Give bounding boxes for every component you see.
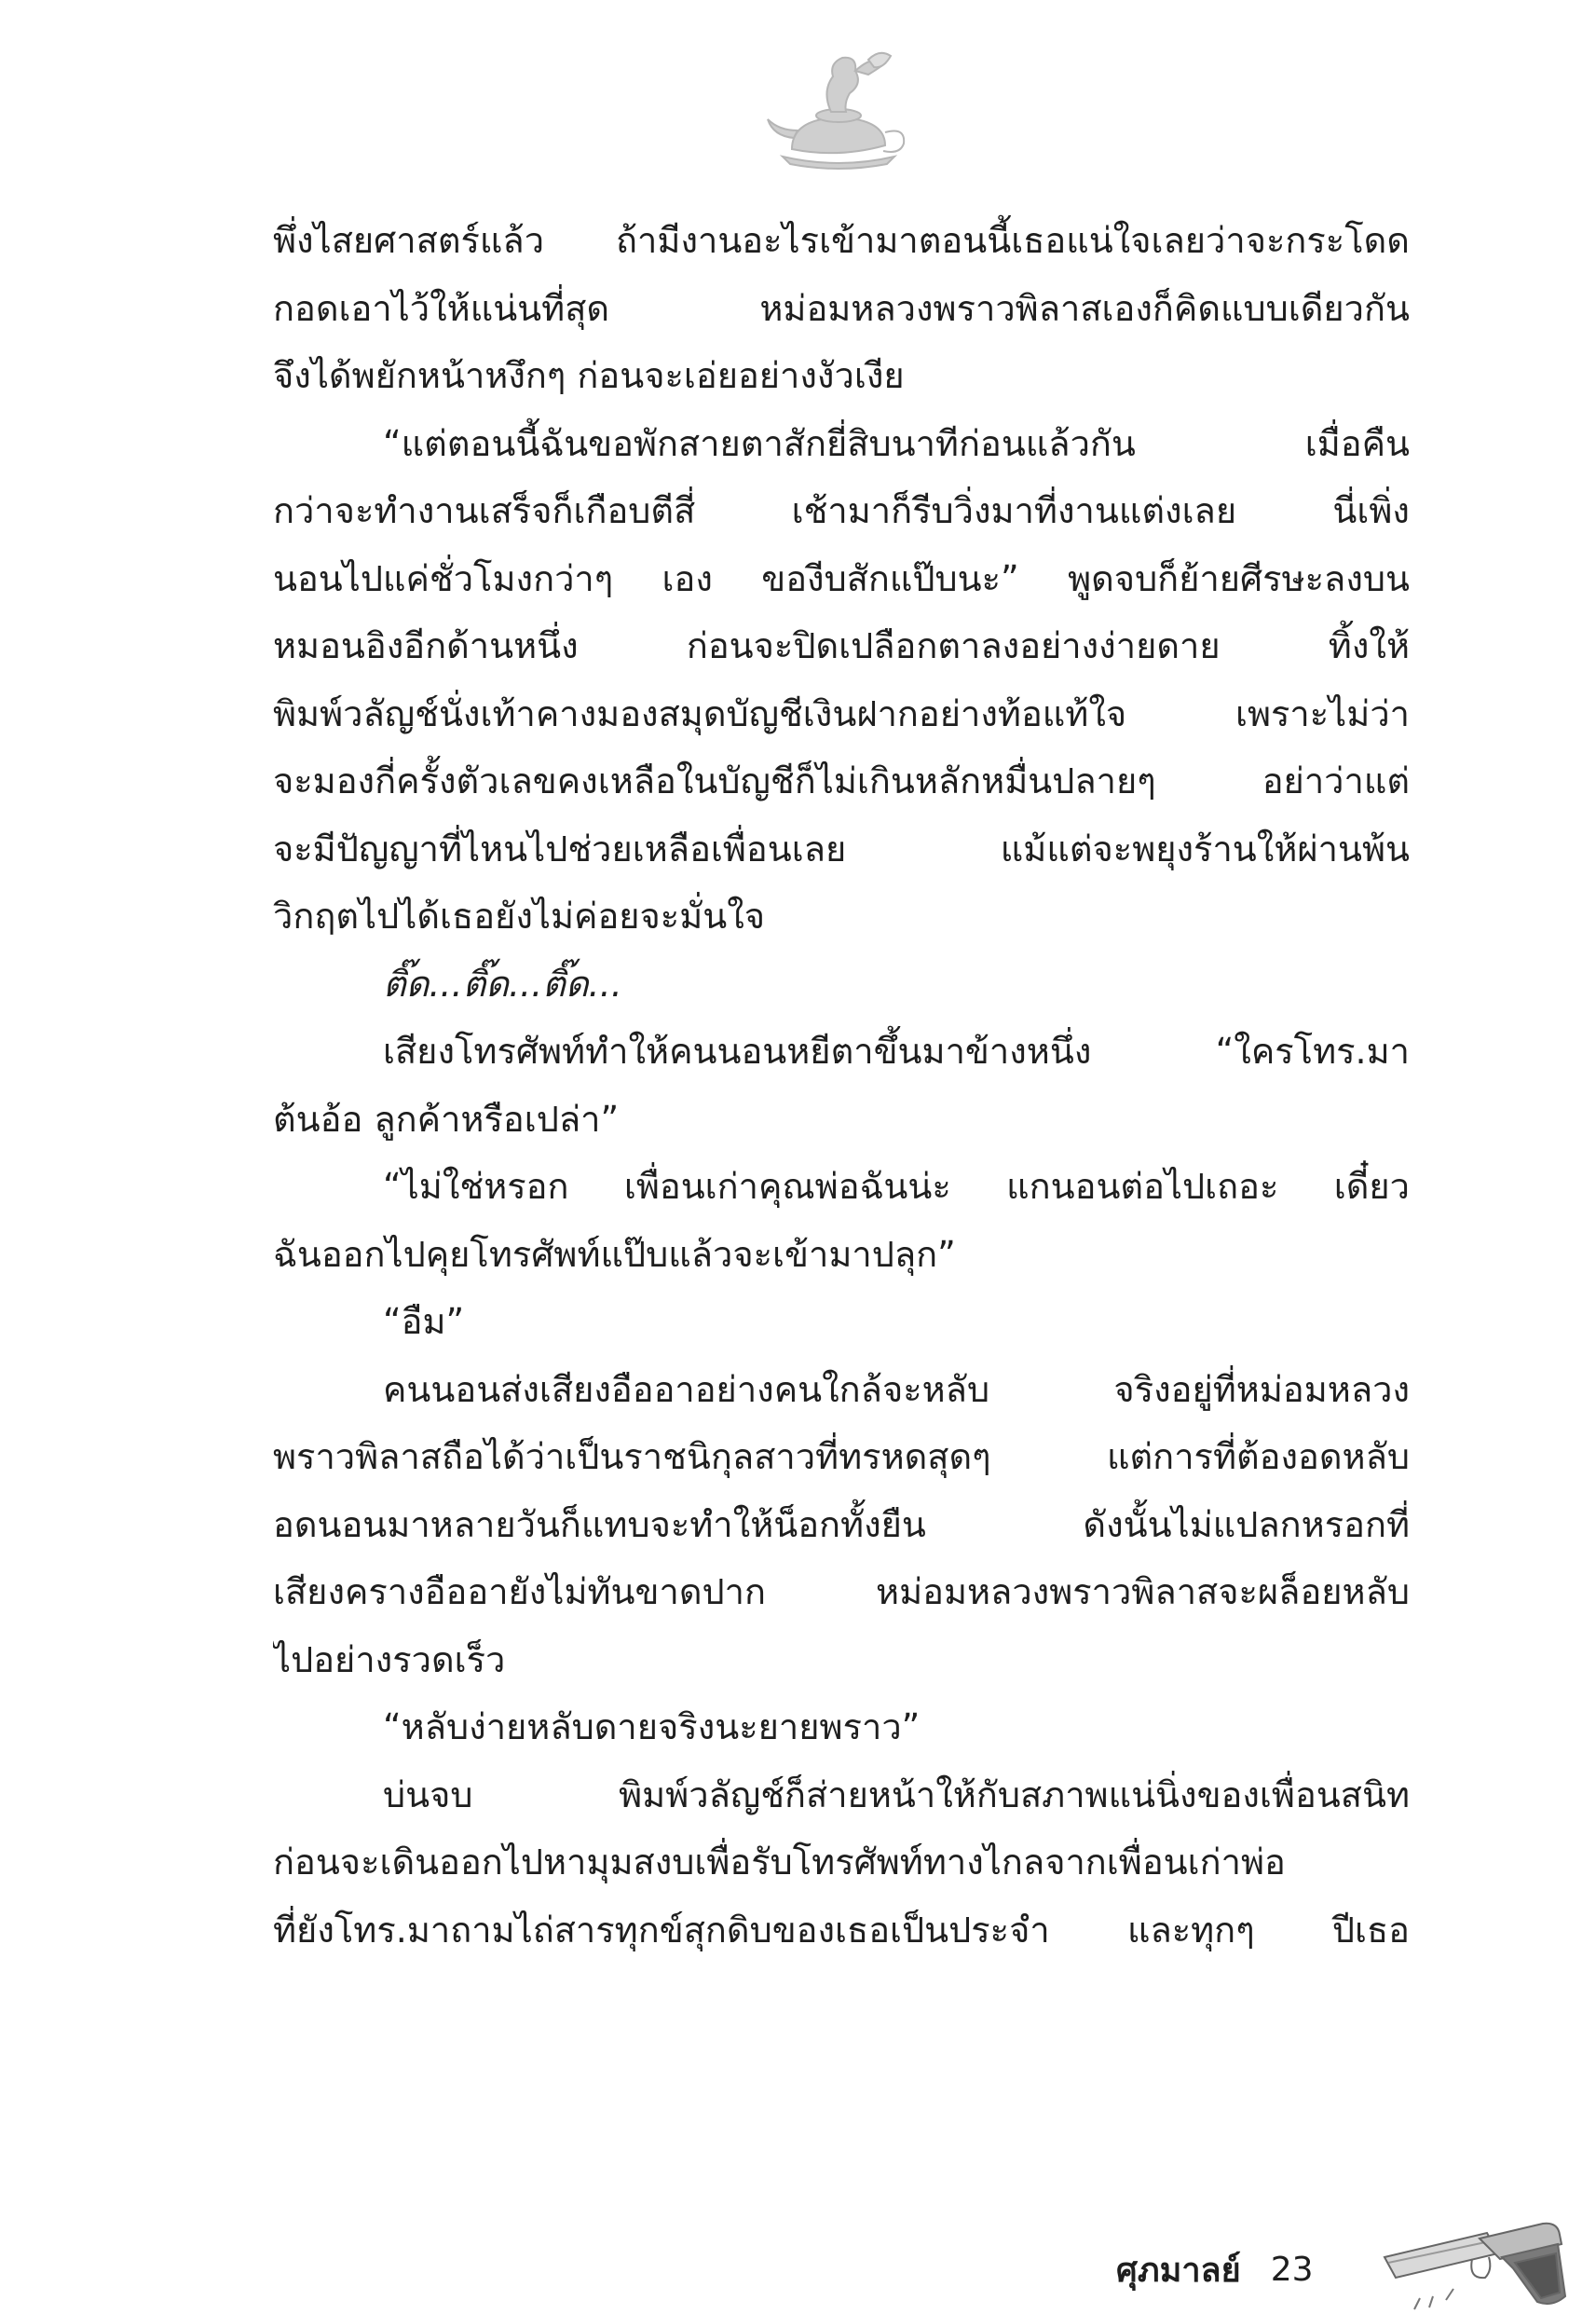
page-number: 23: [1270, 2250, 1314, 2289]
author-name: ศุภมาลย์: [1116, 2251, 1241, 2290]
text-line: “อืม”: [383, 1301, 465, 1342]
text-line: “หลับง่ายหลับดายจริงนะยายพราว”: [383, 1706, 921, 1747]
text-line: กอดเอาไว้ให้แน่นที่สุด หม่อมหลวงพราวพิลาสเองก็คิดแบบเดียวกัน: [273, 287, 1410, 329]
body-text: [273, 207, 1410, 1964]
pistol-icon: [1375, 2216, 1571, 2314]
text-line: ติ๊ด...ติ๊ด...ติ๊ด...: [383, 963, 622, 1005]
text-line: “แต่ตอนนี้ฉันขอพักสายตาสักยี่สิบนาทีก่อนแล้วกัน เมื่อคืน: [383, 422, 1410, 464]
text-line: ไปอย่างรวดเร็ว: [273, 1638, 506, 1680]
text-line: หมอนอิงอีกด้านหนึ่ง ก่อนจะปิดเปลือกตาลงอย่างง่ายดาย ทิ้งให้: [273, 625, 1410, 666]
text-line: จึงได้พยักหน้าหงึกๆ ก่อนจะเอ่ยอย่างงัวเงีย: [273, 355, 905, 396]
text-line: นอนไปแค่ชั่วโมงกว่าๆ เอง ของีบสักแป๊บนะ” พูดจบก็ย้ายศีรษะลงบน: [273, 557, 1410, 599]
page-footer: [1116, 2241, 1314, 2297]
text-line: ก่อนจะเดินออกไปหามุมสงบเพื่อรับโทรศัพท์ทางไกลจากเพื่อนเก่าพ่อ: [273, 1842, 1286, 1883]
text-line: เสียงโทรศัพท์ทำให้คนนอนหยีตาขึ้นมาข้างหนึ่ง “ใครโทร.มา: [383, 1031, 1410, 1072]
text-line: อดนอนมาหลายวันก็แทบจะทำให้น็อกทั้งยืน ดังนั้นไม่แปลกหรอกที่: [273, 1503, 1410, 1545]
text-line: เสียงครางอืออายังไม่ทันขาดปาก หม่อมหลวงพราวพิลาสจะผล็อยหลับ: [273, 1571, 1410, 1612]
genie-lamp-icon: [764, 47, 913, 172]
text-line: บ่นจบ พิมพ์วลัญช์ก็ส่ายหน้าให้กับสภาพแน่นิ่งของเพื่อนสนิท: [383, 1773, 1410, 1815]
text-line: พึ่งไสยศาสตร์แล้ว ถ้ามีงานอะไรเข้ามาตอนนี้เธอแน่ใจเลยว่าจะกระโดด: [273, 220, 1410, 261]
text-line: “ไม่ใช่หรอก เพื่อนเก่าคุณพ่อฉันน่ะ แกนอนต่อไปเถอะ เดี๋ยว: [383, 1166, 1410, 1207]
text-line: จะมองกี่ครั้งตัวเลขคงเหลือในบัญชีก็ไม่เกินหลักหมื่นปลายๆ อย่าว่าแต่: [273, 760, 1410, 801]
text-line: คนนอนส่งเสียงอืออาอย่างคนใกล้จะหลับ จริงอยู่ที่หม่อมหลวง: [383, 1368, 1410, 1410]
text-line: พราวพิลาสถือได้ว่าเป็นราชนิกุลสาวที่ทรหดสุดๆ แต่การที่ต้องอดหลับ: [273, 1436, 1410, 1477]
text-line: ที่ยังโทร.มาถามไถ่สารทุกข์สุกดิบของเธอเป็นประจำ และทุกๆ ปีเธอ: [273, 1909, 1410, 1951]
text-line: กว่าจะทำงานเสร็จก็เกือบตีสี่ เช้ามาก็รีบวิ่งมาที่งานแต่งเลย นี่เพิ่ง: [273, 490, 1410, 531]
text-line: วิกฤตไปได้เธอยังไม่ค่อยจะมั่นใจ: [273, 896, 766, 937]
text-line: พิมพ์วลัญช์นั่งเท้าคางมองสมุดบัญชีเงินฝากอย่างท้อแท้ใจ เพราะไม่ว่า: [273, 692, 1410, 734]
text-line: ฉันออกไปคุยโทรศัพท์แป๊บแล้วจะเข้ามาปลุก”: [273, 1233, 956, 1275]
text-line: ต้นอ้อ ลูกค้าหรือเปล่า”: [273, 1098, 620, 1140]
text-line: จะมีปัญญาที่ไหนไปช่วยเหลือเพื่อนเลย แม้แต่จะพยุงร้านให้ผ่านพ้น: [273, 828, 1410, 869]
